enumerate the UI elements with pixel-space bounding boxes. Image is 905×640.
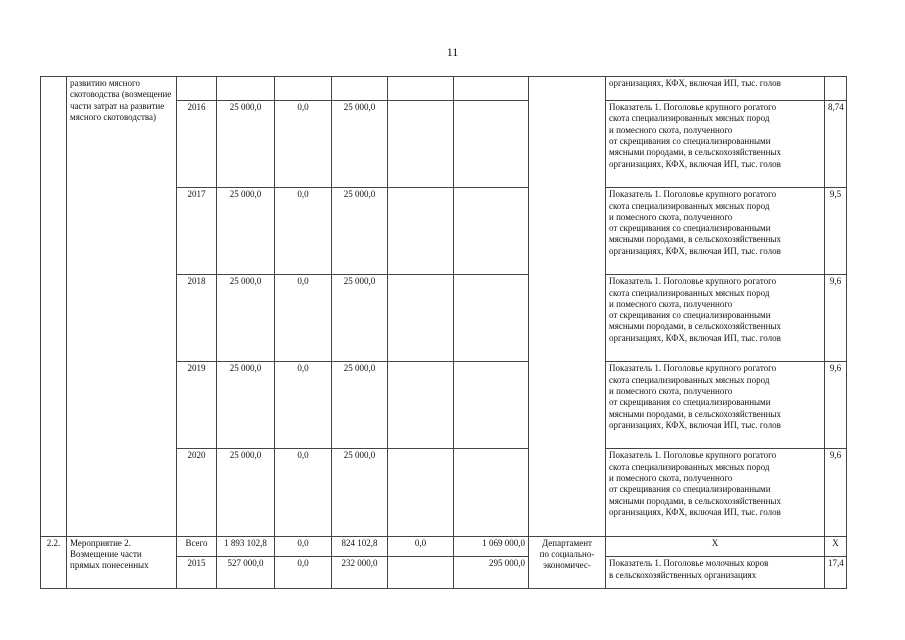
year-cell: 2020 [177,449,217,536]
regional-cell: 824 102,8 [332,536,388,557]
indicator-cell: Показатель 1. Поголовье крупного рогатого скота специализированных мясных пород и помесного скота, полученного от скрещивания со специализированными мясными породами, в сельскохозяйственных организациях, КФХ, включая ИП, тыс. голов [606,275,825,362]
value-cell: 9,6 [825,275,847,362]
table-row [41,536,847,557]
regional-cell: 25 000,0 [332,449,388,536]
program-table [40,76,847,589]
indicator-cell: Показатель 1. Поголовье крупного рогатого скота специализированных мясных пород и помесного скота, полученного от скрещивания со специализированными мясными породами, в сельскохозяйственных организациях, КФХ, включая ИП, тыс. голов [606,101,825,188]
federal-cell: 0,0 [275,275,332,362]
extra-budget-cell: 295 000,0 [454,557,529,589]
indicator-cell: организациях, КФХ, включая ИП, тыс. голов [606,77,825,101]
federal-cell: 0,0 [275,101,332,188]
value-cell: 9,6 [825,449,847,536]
year-cell: 2015 [177,557,217,589]
measure-name-cell: развитию мясного скотоводства (возмещение части затрат на развитие мясного скотоводства) [67,77,177,537]
federal-cell: 0,0 [275,188,332,275]
indicator-cell: Показатель 1. Поголовье молочных коров в сельскохозяйственных организациях [606,557,825,589]
total-cell: 25 000,0 [217,449,275,536]
number-cell: 2.2. [41,536,67,588]
federal-cell: 0,0 [275,557,332,589]
value-cell: 9,5 [825,188,847,275]
table-row [41,77,847,101]
indicator-cell: Показатель 1. Поголовье крупного рогатого скота специализированных мясных пород и помесного скота, полученного от скрещивания со специализированными мясными породами, в сельскохозяйственных организациях, КФХ, включая ИП, тыс. голов [606,449,825,536]
value-cell: 17,4 [825,557,847,589]
federal-cell: 0,0 [275,536,332,557]
extra-budget-cell: 1 069 000,0 [454,536,529,557]
year-cell: 2018 [177,275,217,362]
municipal-cell: 0,0 [388,536,454,557]
executor-cell: Департамент по социально- экономичес- [529,536,606,588]
total-cell: 1 893 102,8 [217,536,275,557]
total-cell: 527 000,0 [217,557,275,589]
regional-cell: 25 000,0 [332,362,388,449]
number-cell [41,77,67,537]
total-cell: 25 000,0 [217,275,275,362]
value-cell: 9,6 [825,362,847,449]
executor-cell [529,77,606,537]
regional-cell: 25 000,0 [332,188,388,275]
federal-cell: 0,0 [275,362,332,449]
total-cell: 25 000,0 [217,362,275,449]
year-cell: Всего [177,536,217,557]
year-cell: 2019 [177,362,217,449]
indicator-cell: Х [606,536,825,557]
regional-cell: 25 000,0 [332,101,388,188]
measure-name-cell: Мероприятие 2. Возмещение части прямых понесенных [67,536,177,588]
regional-cell: 25 000,0 [332,275,388,362]
year-cell: 2017 [177,188,217,275]
total-cell: 25 000,0 [217,101,275,188]
indicator-cell: Показатель 1. Поголовье крупного рогатого скота специализированных мясных пород и помесного скота, полученного от скрещивания со специализированными мясными породами, в сельскохозяйственных организациях, КФХ, включая ИП, тыс. голов [606,188,825,275]
indicator-cell: Показатель 1. Поголовье крупного рогатого скота специализированных мясных пород и помесного скота, полученного от скрещивания со специализированными мясными породами, в сельскохозяйственных организациях, КФХ, включая ИП, тыс. голов [606,362,825,449]
value-cell: 8,74 [825,101,847,188]
regional-cell: 232 000,0 [332,557,388,589]
year-cell: 2016 [177,101,217,188]
federal-cell: 0,0 [275,449,332,536]
total-cell: 25 000,0 [217,188,275,275]
page-number: 11 [446,45,459,59]
value-cell: Х [825,536,847,557]
